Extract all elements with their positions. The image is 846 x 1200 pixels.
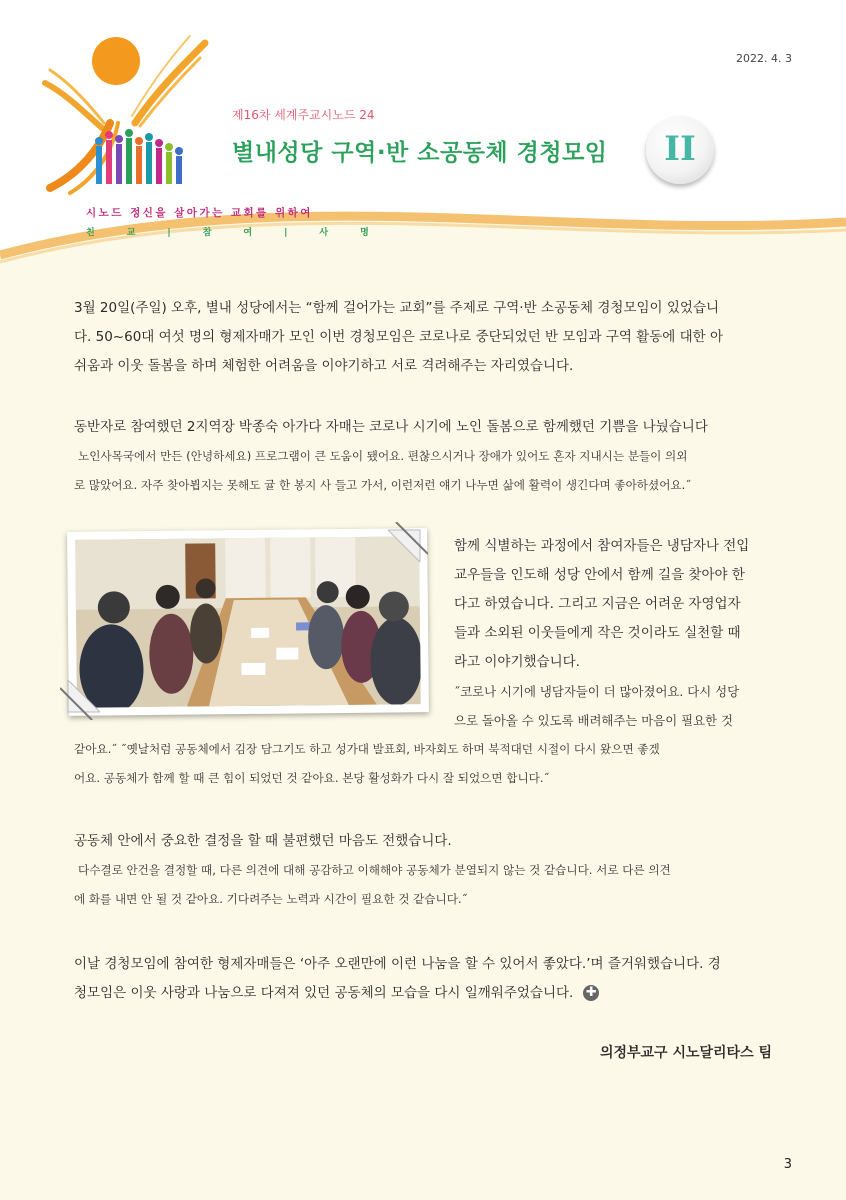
quote-line: 노인사목국에서 만든 (안녕하세요) 프로그램이 큰 도움이 됐어요. 편찮으시거나 장애가 있어도 혼자 지내시는 분들이 의외	[78, 449, 688, 463]
intro-line: 쉬움과 이웃 돌봄을 하며 체험한 어려움을 이야기하고 서로 격려해주는 자리였습니다.	[74, 358, 574, 374]
intro-line: 3월 20일(주일) 오후, 별내 성당에서는 “함께 걸어가는 교회”를 주제로 구역·반 소공동체 경청모임이 있었습니	[74, 300, 720, 316]
quote-line: ˝코로나 시기에 냉담자들이 더 많아졌어요. 다시 성당	[454, 684, 740, 699]
quote-line: 로 많았어요. 자주 찾아뵙지는 못해도 귤 한 봉지 사 들고 가서, 이런저런 얘기 나누면 삶에 활력이 생긴다며 좋아하셨어요.˝	[74, 478, 692, 492]
page-curl-icon	[60, 680, 100, 720]
meeting-photo-image	[75, 536, 421, 708]
slogan: 시노드 정신을 살아가는 교회를 위하여	[86, 207, 313, 219]
synod-logo-icon	[40, 28, 210, 198]
motto	[86, 225, 401, 238]
motto-char: |	[284, 228, 288, 238]
motto-char: |	[167, 228, 171, 238]
series-label: 제16차 세계주교시노드 24	[232, 108, 375, 122]
motto-char: 여	[243, 228, 253, 238]
motto-char: 명	[360, 228, 369, 238]
part-badge: II	[646, 116, 714, 184]
motto-char: 친	[86, 228, 95, 238]
motto-char: 사	[319, 228, 329, 238]
discernment-line: 교우들을 인도해 성당 안에서 함께 길을 찾아야 한	[454, 567, 745, 583]
quote-line: 으로 돌아올 수 있도록 배려해주는 마음이 필요한 것	[454, 713, 733, 728]
motto-char: 교	[126, 228, 136, 238]
quote-line: 에 화를 내면 안 될 것 같아요. 기다려주는 노력과 시간이 필요한 것 같습니다.˝	[74, 892, 468, 906]
discernment-line: 라고 이야기했습니다.	[454, 654, 580, 670]
page-curl-icon	[388, 522, 428, 562]
decision-paragraph: 공동체 안에서 중요한 결정을 할 때 불편했던 마음도 전했습니다.	[74, 833, 452, 849]
photo-frame	[67, 528, 429, 716]
motto-char: 참	[202, 228, 212, 238]
companion-paragraph: 동반자로 참여했던 2지역장 박종숙 아가다 자매는 코로나 시기에 노인 돌봄으로 함께했던 기쁨을 나눴습니다	[74, 419, 708, 435]
quote-line: 다수결로 안건을 결정할 때, 다른 의견에 대해 공감하고 이해해야 공동체가 분열되지 않는 것 같습니다. 서로 다른 의견	[78, 863, 671, 877]
meeting-photo	[68, 530, 428, 714]
signature: 의정부교구 시노달리타스 팀	[599, 1045, 772, 1061]
page-number: 3	[783, 1157, 792, 1172]
quote-line: 같아요.˝ ˝옛날처럼 공동체에서 김장 담그기도 하고 성가대 발표회, 바자회도 하며 북적대던 시절이 다시 왔으면 좋겠	[74, 742, 660, 756]
closing-line	[74, 979, 599, 1008]
closing-text: 청모임은 이웃 사랑과 나눔으로 다져져 있던 공동체의 모습을 다시 일깨워주었습니다.	[74, 985, 574, 1001]
issue-date: 2022. 4. 3	[736, 52, 792, 65]
discernment-line: 들과 소외된 이웃들에게 작은 것이라도 실천할 때	[454, 625, 741, 641]
intro-line: 다. 50~60대 여섯 명의 형제자매가 모인 이번 경청모임은 코로나로 중단되었던 반 모임과 구역 활동에 대한 아	[74, 329, 724, 345]
closing-line: 이날 경청모임에 참여한 형제자매들은 ‘아주 오랜만에 이런 나눔을 할 수 있어서 좋았다.’며 즐거워했습니다. 경	[74, 956, 721, 972]
page-title: 별내성당 구역·반 소공동체 경청모임	[232, 140, 608, 166]
discernment-line: 함께 식별하는 과정에서 참여자들은 냉담자나 전입	[454, 538, 750, 554]
quote-line: 어요. 공동체가 함께 할 때 큰 힘이 되었던 것 같아요. 본당 활성화가 다시 잘 되었으면 합니다.˝	[74, 771, 550, 785]
plus-icon: ✚	[583, 985, 599, 1001]
discernment-line: 다고 하였습니다. 그리고 지금은 어려운 자영업자	[454, 596, 741, 612]
